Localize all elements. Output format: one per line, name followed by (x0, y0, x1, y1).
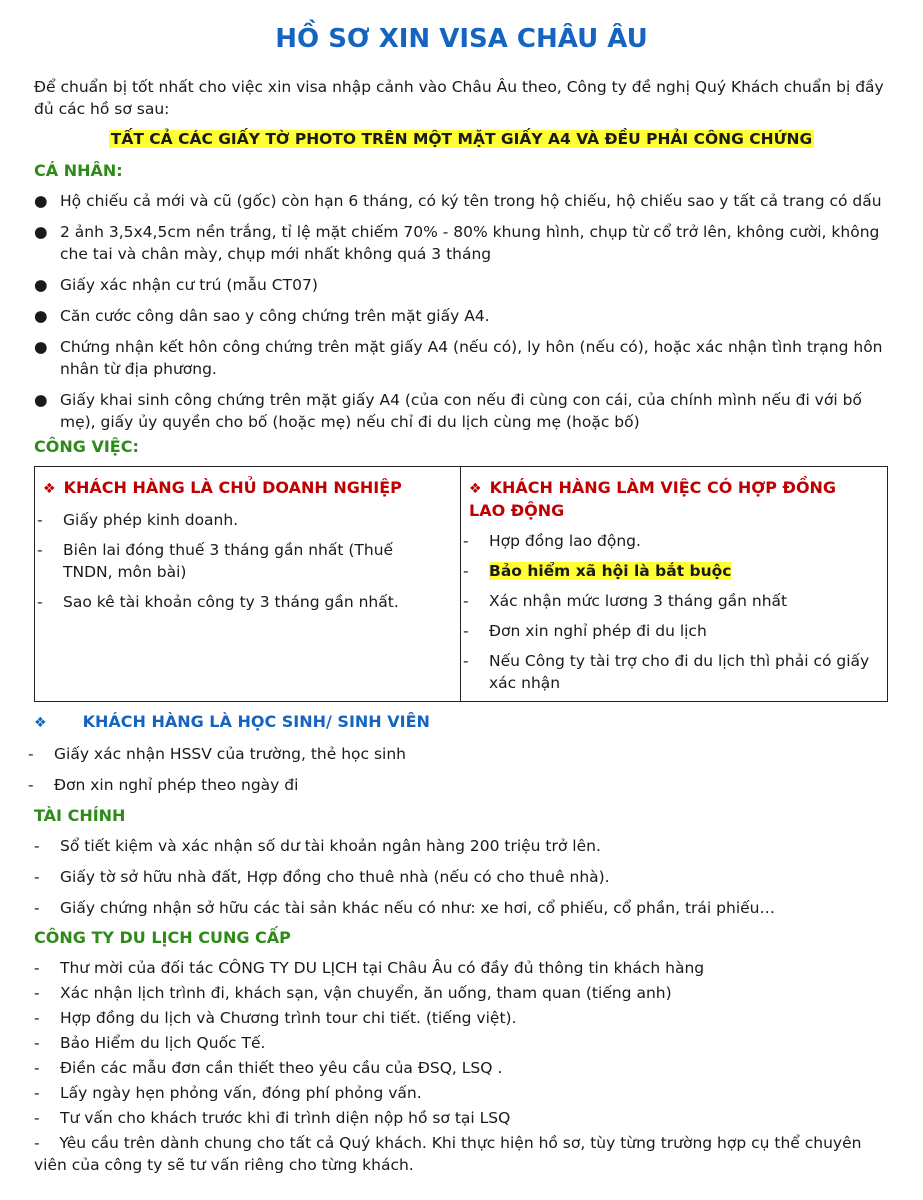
list-item: ● Hộ chiếu cả mới và cũ (gốc) còn hạn 6 tháng, có ký tên trong hộ chiếu, hộ chiếu sao y tất cả trang có dấu (34, 192, 882, 210)
employee-list (463, 530, 875, 694)
list-item: - Tư vấn cho khách trước khi đi trình diện nộp hồ sơ tại LSQ (34, 1109, 511, 1127)
finance-heading: TÀI CHÍNH (34, 806, 126, 825)
list-item: - Lấy ngày hẹn phỏng vấn, đóng phí phỏng vấn. (34, 1084, 422, 1102)
business-owner-heading: ❖ KHÁCH HÀNG LÀ CHỦ DOANH NGHIỆP (43, 478, 402, 497)
bullet-icon: ● (34, 307, 48, 325)
bullet-icon: ● (34, 391, 48, 409)
student-heading: ❖ KHÁCH HÀNG LÀ HỌC SINH/ SINH VIÊN (34, 712, 430, 731)
dash-bullet: - (28, 776, 34, 794)
list-item: - Bảo Hiểm du lịch Quốc Tế. (34, 1034, 266, 1052)
dash-bullet: - (463, 652, 469, 670)
bullet-icon: ● (34, 276, 48, 294)
list-item: ● Căn cước công dân sao y công chứng trên mặt giấy A4. (34, 307, 490, 325)
list-item: - Hợp đồng du lịch và Chương trình tour chi tiết. (tiếng việt). (34, 1009, 517, 1027)
work-heading: CÔNG VIỆC: (34, 437, 139, 456)
table-divider (460, 467, 461, 701)
diamond-bullet-icon: ❖ (469, 481, 482, 497)
list-item: ● Giấy xác nhận cư trú (mẫu CT07) (34, 276, 318, 294)
list-item: - Giấy phép kinh doanh. (37, 511, 239, 529)
list-item: - Biên lai đóng thuế 3 tháng gần nhất (Thuế TNDN, môn bài) (37, 541, 394, 581)
list-item: - Xác nhận mức lương 3 tháng gần nhất (463, 592, 788, 610)
list-item: - Đơn xin nghỉ phép theo ngày đi (28, 776, 299, 794)
list-item: - Giấy chứng nhận sở hữu các tài sản khác nếu có như: xe hơi, cổ phiếu, cổ phần, trái phiếu… (34, 899, 775, 917)
agency-list (34, 957, 894, 1176)
list-item: ● Giấy khai sinh công chứng trên mặt giấy A4 (của con nếu đi cùng con cái, của chính mình nếu đi với bố mẹ), giấy ủy quyền cho bố (hoặc mẹ) nếu chỉ đi du lịch cùng mẹ (hoặc bố) (34, 391, 862, 431)
list-item: - Đơn xin nghỉ phép đi du lịch (463, 622, 707, 640)
document-title: HỒ SƠ XIN VISA CHÂU ÂU (275, 24, 648, 54)
agency-heading: CÔNG TY DU LỊCH CUNG CẤP (34, 928, 291, 947)
list-item (463, 560, 875, 582)
dash-bullet: - (463, 532, 469, 550)
list-item: - Hợp đồng lao động. (463, 532, 641, 550)
list-item: - Nếu Công ty tài trợ cho đi du lịch thì phải có giấy xác nhận (463, 652, 870, 692)
list-item: - Giấy tờ sở hữu nhà đất, Hợp đồng cho thuê nhà (nếu có cho thuê nhà). (34, 868, 610, 886)
dash-bullet: - (34, 899, 40, 917)
photocopy-notice (0, 128, 923, 150)
list-item: - Yêu cầu trên dành chung cho tất cả Quý khách. Khi thực hiện hồ sơ, tùy từng trường hợp cụ thể chuyên viên của công ty sẽ tư vấn riêng cho từng khách. (34, 1134, 862, 1174)
notice-highlight: TẤT CẢ CÁC GIẤY TỜ PHOTO TRÊN MỘT MẶT GIẤY A4 VÀ ĐỀU PHẢI CÔNG CHỨNG (110, 130, 813, 148)
personal-list (34, 190, 889, 442)
dash-bullet: - (34, 1084, 40, 1102)
list-item: - Điền các mẫu đơn cần thiết theo yêu cầu của ĐSQ, LSQ . (34, 1059, 503, 1077)
work-table (34, 466, 888, 702)
employee-heading: ❖ KHÁCH HÀNG LÀM VIỆC CÓ HỢP ĐỒNG LAO ĐỘNG (469, 478, 837, 520)
dash-bullet: - (37, 511, 43, 529)
list-item: - Xác nhận lịch trình đi, khách sạn, vận chuyển, ăn uống, tham quan (tiếng anh) (34, 984, 672, 1002)
dash-bullet: - (463, 562, 469, 580)
dash-bullet: - (28, 745, 34, 763)
dash-bullet: - (34, 868, 40, 886)
bullet-icon: ● (34, 338, 48, 356)
dash-bullet: - (34, 1009, 40, 1027)
dash-bullet: - (463, 592, 469, 610)
diamond-bullet-icon: ❖ (43, 481, 56, 497)
business-owner-list (37, 509, 437, 613)
dash-bullet: - (463, 622, 469, 640)
list-item: - Giấy xác nhận HSSV của trường, thẻ học sinh (28, 745, 406, 763)
personal-heading: CÁ NHÂN: (34, 161, 123, 180)
list-item: - Thư mời của đối tác CÔNG TY DU LỊCH tại Châu Âu có đầy đủ thông tin khách hàng (34, 959, 705, 977)
dash-bullet: - (34, 1034, 40, 1052)
finance-list (34, 835, 894, 919)
bullet-icon: ● (34, 223, 48, 241)
list-item: ● Chứng nhận kết hôn công chứng trên mặt giấy A4 (nếu có), ly hôn (nếu có), hoặc xác nhận tình trạng hôn nhân từ địa phương. (34, 338, 883, 378)
list-item: ● 2 ảnh 3,5x4,5cm nền trắng, tỉ lệ mặt chiếm 70% - 80% khung hình, chụp từ cổ trở lên, không cười, không che tai và chân mày, chụp mới nhất không quá 3 tháng (34, 223, 880, 263)
diamond-bullet-icon: ❖ (34, 715, 47, 731)
dash-bullet: - (37, 593, 43, 611)
highlighted-requirement: Bảo hiểm xã hội là bắt buộc (489, 562, 732, 580)
dash-bullet: - (34, 837, 40, 855)
dash-bullet: - (34, 1059, 40, 1077)
dash-bullet: - (34, 984, 40, 1002)
intro-paragraph: Để chuẩn bị tốt nhất cho việc xin visa nhập cảnh vào Châu Âu theo, Công ty đề nghị Quý Khách chuẩn bị đầy đủ các hồ sơ sau: (34, 78, 884, 118)
bullet-icon: ● (34, 192, 48, 210)
list-item: - Sổ tiết kiệm và xác nhận số dư tài khoản ngân hàng 200 triệu trở lên. (34, 837, 601, 855)
list-item: - Sao kê tài khoản công ty 3 tháng gần nhất. (37, 593, 399, 611)
dash-bullet: - (34, 959, 40, 977)
dash-bullet: - (34, 1134, 60, 1152)
dash-bullet: - (37, 541, 43, 559)
dash-bullet: - (34, 1109, 40, 1127)
student-list (28, 743, 888, 796)
